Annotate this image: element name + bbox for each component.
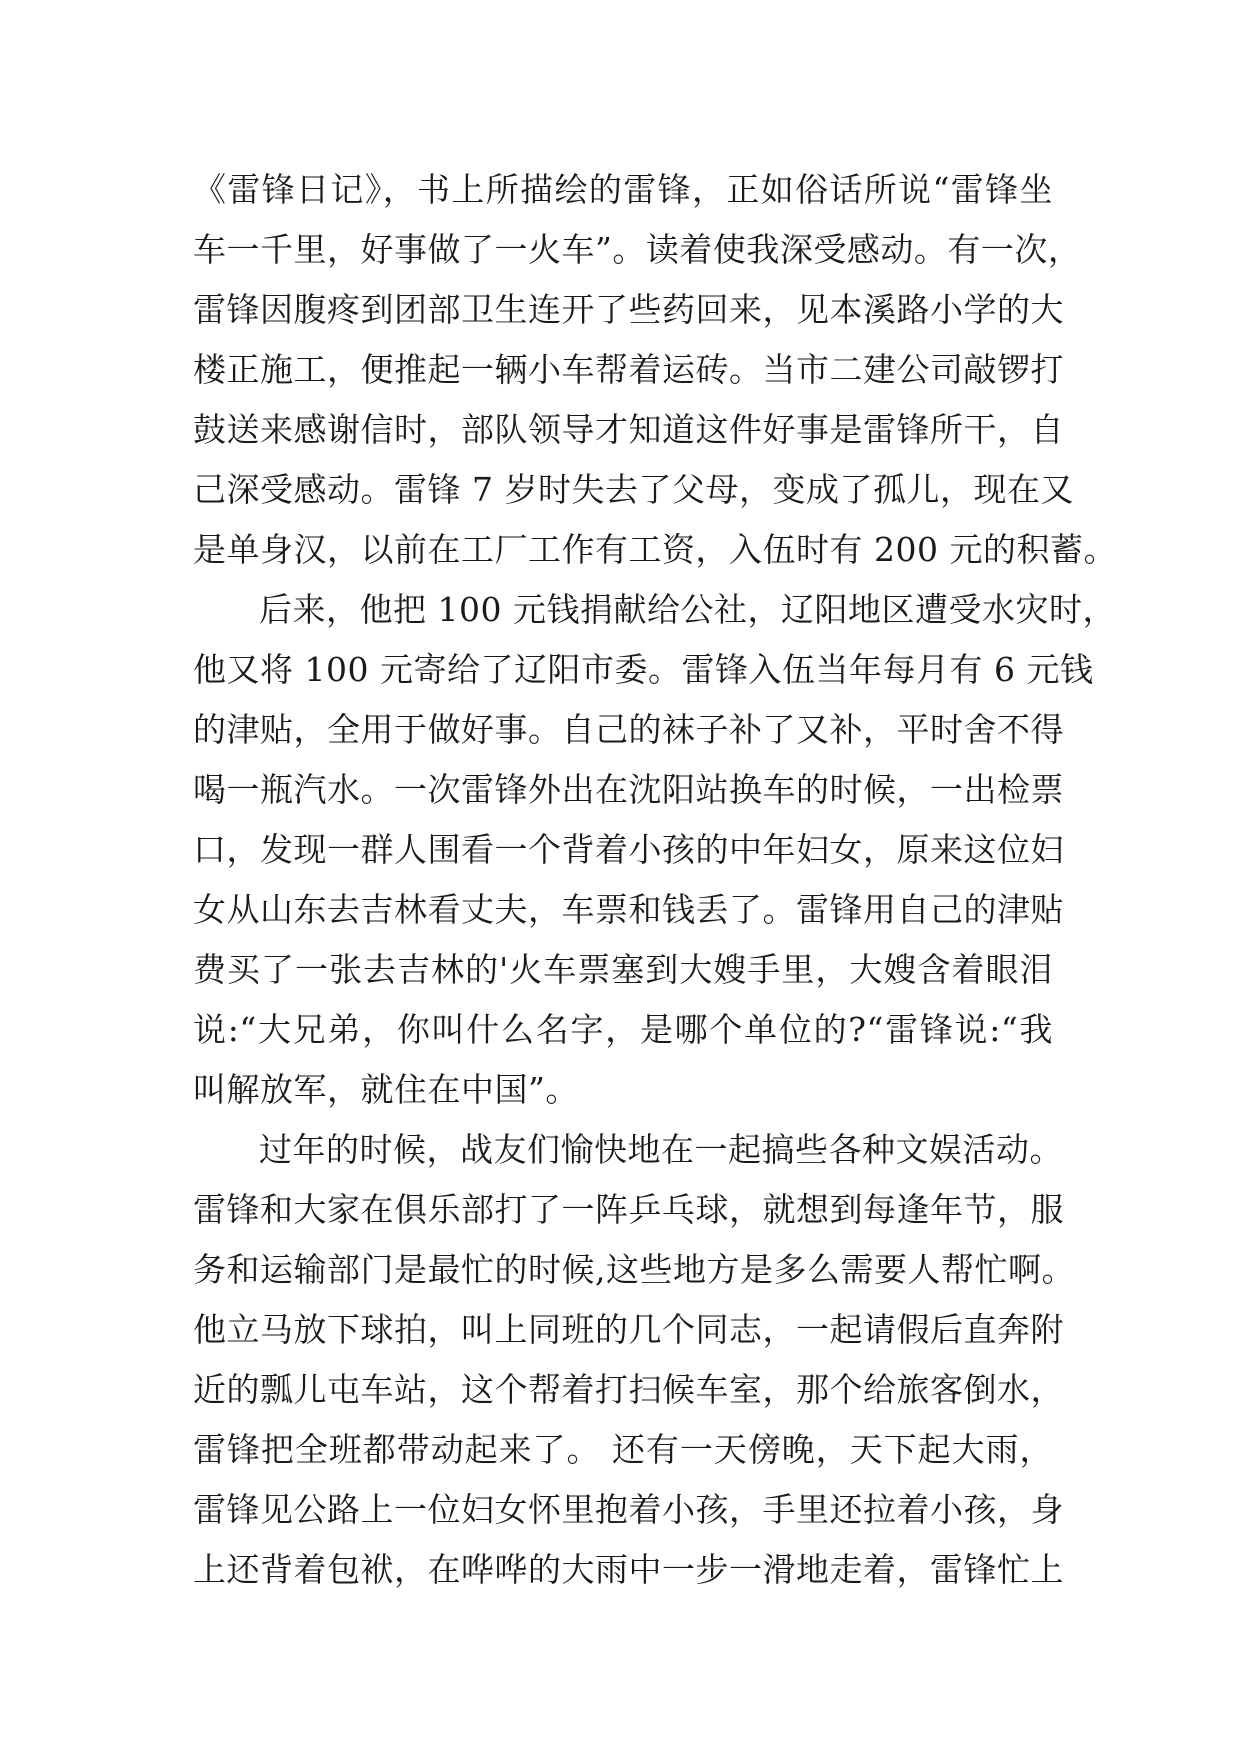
text-line: 过年的时候，战友们愉快地在一起搞些各种文娱活动。 — [259, 1130, 1063, 1169]
text-line: 他立马放下球拍，叫上同班的几个同志，一起请假后直奔附 — [193, 1310, 1064, 1349]
text-line: 车一千里，好事做了一火车”。读着使我深受感动。有一次， — [193, 230, 1082, 269]
text-line: 雷锋把全班都带动起来了。 还有一天傍晚，天下起大雨， — [193, 1430, 1053, 1469]
text-line: 女从山东去吉林看丈夫，车票和钱丢了。雷锋用自己的津贴 — [193, 890, 1064, 929]
text-line: 雷锋和大家在俱乐部打了一阵乒乓球，就想到每逢年节，服 — [193, 1190, 1064, 1229]
text-line: 叫解放军，就住在中国”。 — [193, 1070, 579, 1109]
text-line: 说:“大兄弟，你叫什么名字，是哪个单位的?“雷锋说:“我 — [193, 1010, 1053, 1049]
text-line: 雷锋见公路上一位妇女怀里抱着小孩，手里还拉着小孩，身 — [193, 1490, 1064, 1529]
text-line: 他又将 100 元寄给了辽阳市委。雷锋入伍当年每月有 6 元钱 — [193, 650, 1094, 689]
text-line: 近的瓢儿屯车站，这个帮着打扫候车室，那个给旅客倒水， — [193, 1370, 1064, 1409]
text-line: 是单身汉，以前在工厂工作有工资，入伍时有 200 元的积蓄。 — [193, 530, 1117, 569]
text-line: 《雷锋日记》，书上所描绘的雷锋，正如俗话所说“雷锋坐 — [193, 170, 1053, 209]
text-line: 的津贴，全用于做好事。自己的袜子补了又补，平时舍不得 — [193, 710, 1064, 749]
text-line: 雷锋因腹疼到团部卫生连开了些药回来，见本溪路小学的大 — [193, 290, 1064, 329]
text-line: 后来，他把 100 元钱捐献给公社，辽阳地区遭受水灾时， — [259, 590, 1116, 629]
text-line: 口，发现一群人围看一个背着小孩的中年妇女，原来这位妇 — [193, 830, 1064, 869]
text-line: 己深受感动。雷锋 7 岁时失去了父母，变成了孤儿，现在又 — [193, 470, 1074, 509]
text-line: 费买了一张去吉林的'火车票塞到大嫂手里，大嫂含着眼泪 — [193, 950, 1053, 989]
text-line: 鼓送来感谢信时，部队领导才知道这件好事是雷锋所干，自 — [193, 410, 1064, 449]
text-line: 上还背着包袱，在哗哗的大雨中一步一滑地走着，雷锋忙上 — [193, 1550, 1064, 1589]
text-line: 务和运输部门是最忙的时候,这些地方是多么需要人帮忙啊。 — [193, 1250, 1075, 1289]
text-line: 喝一瓶汽水。一次雷锋外出在沈阳站换车的时候，一出检票 — [193, 770, 1064, 809]
body-text — [193, 160, 1117, 1600]
text-line: 楼正施工，便推起一辆小车帮着运砖。当市二建公司敲锣打 — [193, 350, 1064, 389]
